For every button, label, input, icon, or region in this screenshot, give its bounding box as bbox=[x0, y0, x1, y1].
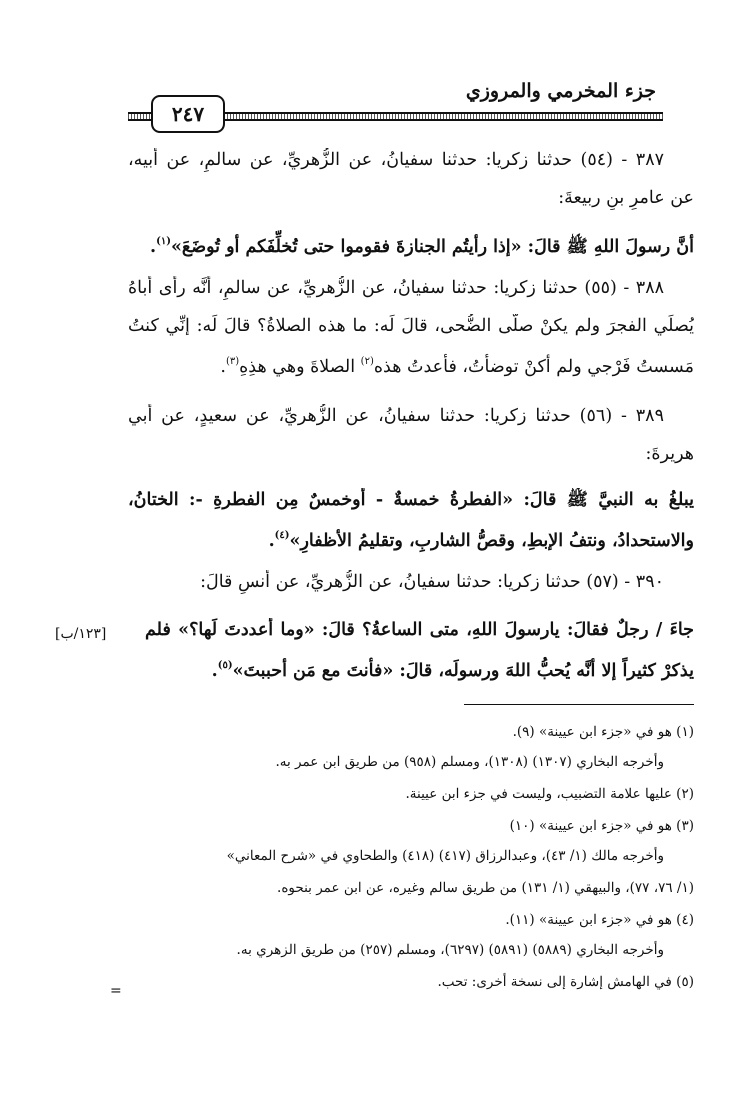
footnote: وأخرجه مالك (١/ ٤٣)، وعبدالرزاق (٤١٧) (٤١٨) والطحاوي في «شرح المعاني» bbox=[226, 848, 664, 864]
footnote: (١/ ٧٦، ٧٧)، والبيهقي (١/ ١٣١) من طريق سالم وغيره، عن ابن عمر بنحوه. bbox=[277, 880, 694, 896]
body-line: هريرةَ: bbox=[645, 444, 694, 464]
body-line: مَسستُ فَرْجي ولم أكنْ توضأتُ، فأعدتُ هذه$^{(٢)}$ الصلاةَ وهي هذِهِ$^{(٣)}$. bbox=[220, 356, 694, 377]
manuscript-folio-ref: [١٢٣/ب] bbox=[55, 626, 107, 642]
footnote-ref: (٢) bbox=[360, 356, 374, 367]
footnote-ref: (٣) bbox=[225, 356, 240, 367]
body-line: والاستحدادُ، ونتفُ الإبطِ، وقصُّ الشاربِ، وتقليمُ الأظفارِ»$^{(٤)}$. bbox=[268, 530, 694, 551]
footnote: (١) هو في «جزء ابن عيينة» (٩). bbox=[512, 724, 694, 740]
footnote-ref: (١) bbox=[156, 236, 171, 247]
body-line: أنَّ رسولَ اللهِ ﷺ قالَ: «إذا رأيتُم الجنازةَ فقوموا حتى تُخلِّفَكم أو تُوضَعَ»$^{(١)}$. bbox=[150, 236, 694, 257]
body-line: ٣٨٨ - (٥٥) حدثنا زكريا: حدثنا سفيانُ، عن الزُّهريِّ، عن سالمٍ، أنَّه رأى أباهُ bbox=[128, 278, 664, 298]
page-number: ٢٤٧ bbox=[151, 95, 225, 133]
body-line: ٣٨٩ - (٥٦) حدثنا زكريا: حدثنا سفيانُ، عن الزُّهريِّ، عن سعيدٍ، عن أبي bbox=[128, 406, 664, 426]
body-line: ٣٩٠ - (٥٧) حدثنا زكريا: حدثنا سفيانُ، عن الزُّهريِّ، عن أنسٍ قالَ: bbox=[200, 572, 664, 592]
body-line: عن عامرِ بنِ ربيعةَ: bbox=[558, 188, 694, 208]
footnote-ref: (٥) bbox=[217, 660, 233, 671]
body-line: يُصلِّي الفجرَ ولم يكنْ صلَّى الضُّحى، قالَ لَه: ما هذه الصلاةُ؟ قالَ لَه: إنِّي كنتُ bbox=[128, 316, 694, 336]
footnote: (٣) هو في «جزء ابن عيينة» (١٠) bbox=[509, 818, 694, 834]
footnote: (٥) في الهامش إشارة إلى نسخة أخرى: تحب. bbox=[437, 974, 694, 990]
body-line: ٣٨٧ - (٥٤) حدثنا زكريا: حدثنا سفيانُ، عن الزُّهريِّ، عن سالمٍ، عن أبيه، bbox=[128, 150, 664, 170]
footnote: (٢) عليها علامة التضبيب، وليست في جزء ابن عيينة. bbox=[405, 786, 694, 802]
footnote: وأخرجه البخاري (١٣٠٧) (١٣٠٨)، ومسلم (٩٥٨) من طريق ابن عمر به. bbox=[275, 754, 664, 770]
footnote-ref: (٤) bbox=[274, 530, 290, 541]
footnote: (٤) هو في «جزء ابن عيينة» (١١). bbox=[505, 912, 694, 928]
footnote-separator bbox=[464, 704, 694, 705]
body-line: جاءَ / رجلٌ فقالَ: يارسولَ اللهِ، متى الساعةُ؟ قالَ: «وما أعددتَ لَها؟» فلم bbox=[145, 620, 694, 640]
running-title: جزء المخرمي والمروزي bbox=[465, 80, 656, 102]
footnote: وأخرجه البخاري (٥٨٨٩) (٥٨٩١) (٦٢٩٧)، ومسلم (٢٥٧) من طريق الزهري به. bbox=[236, 942, 664, 958]
body-line: يذكرْ كثيراً إلا أنَّه يُحبُّ اللهَ ورسولَه، قالَ: «فأنتَ مع مَن أحببتَ»$^{(٥)}$. bbox=[211, 660, 694, 681]
page-continuation-mark: = bbox=[110, 983, 122, 999]
body-line: يبلغُ به النبيَّ ﷺ قالَ: «الفطرةُ خمسةٌ - أوخمسٌ مِن الفطرةِ -: الختانُ، bbox=[128, 490, 694, 510]
